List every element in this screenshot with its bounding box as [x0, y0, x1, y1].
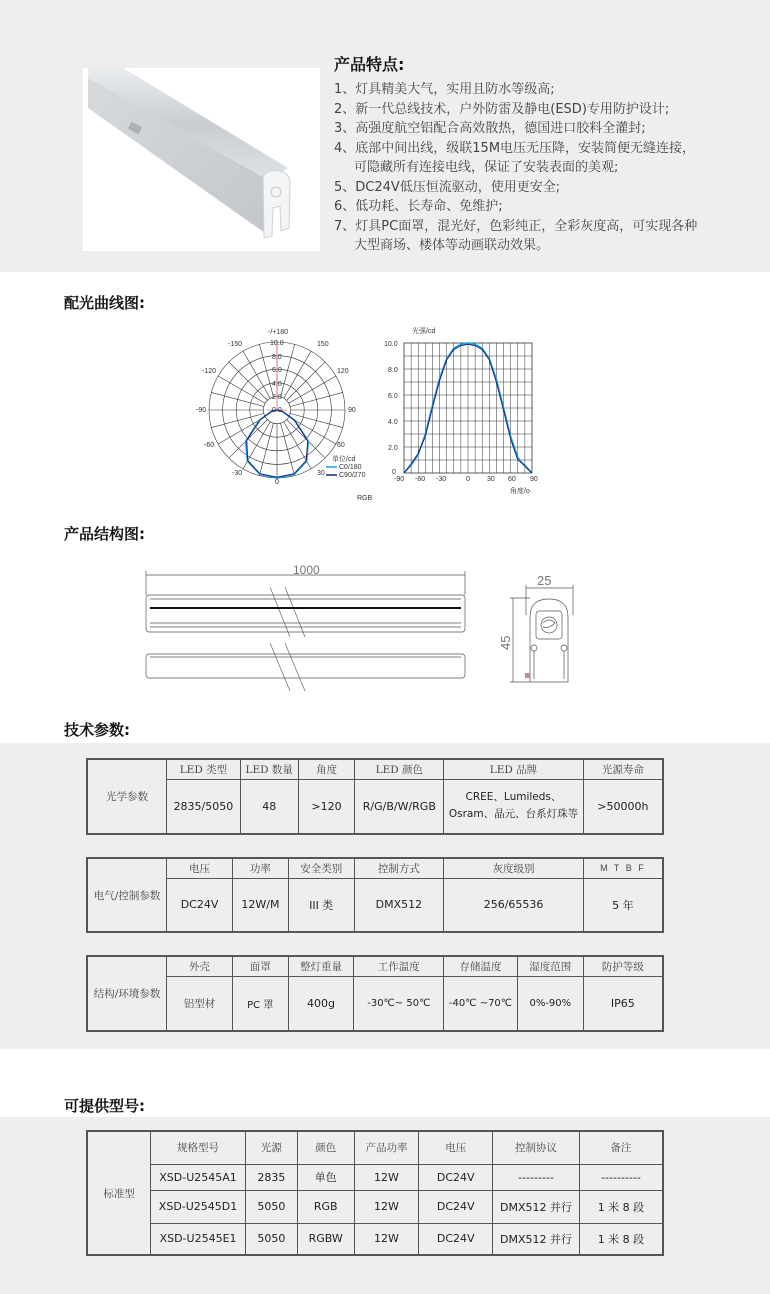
polar-chart — [180, 320, 380, 510]
svg-text:-60: -60 — [415, 476, 426, 483]
svg-text:2.0: 2.0 — [272, 394, 282, 401]
table-row: XSD-U2545D1 5050 RGB 12W DC24V DMX512 并行 1 米 8 段 — [87, 1190, 663, 1223]
feature-item: 大型商场、楼体等动画联动效果。 — [354, 238, 550, 253]
feature-item: 6、低功耗、长寿命、免维护; — [334, 199, 503, 214]
svg-text:8.0: 8.0 — [272, 354, 282, 361]
legend-c90: C90/270 — [339, 472, 366, 479]
svg-text:-60: -60 — [204, 442, 215, 449]
led-tube-image — [83, 68, 320, 251]
svg-text:6.0: 6.0 — [388, 393, 398, 400]
svg-text:-150: -150 — [228, 341, 243, 348]
optical-params-table: 光学参数 LED 类型 LED 数量 角度 LED 颜色 LED 品牌 光源寿命 2835/5050 48 >120 R/G/B/W/RGB CREE、Lumileds、Osram、晶元、台系灯珠等 >50000h — [86, 758, 664, 835]
svg-text:-/+180: -/+180 — [268, 329, 289, 336]
svg-text:8.0: 8.0 — [388, 367, 398, 374]
svg-text:2.0: 2.0 — [388, 445, 398, 452]
category-cell: 光学参数 — [87, 759, 166, 834]
svg-text:4.0: 4.0 — [388, 419, 398, 426]
rgb-label: RGB — [357, 495, 373, 502]
svg-text:角度/o: 角度/o — [510, 488, 530, 495]
features-title: 产品特点: — [334, 55, 405, 74]
svg-text:-30: -30 — [232, 470, 243, 477]
feature-item: 1、灯具精美大气，实用且防水等级高; — [334, 82, 555, 97]
legend-title: 单位/cd — [332, 456, 356, 463]
feature-item: 3、高强度航空铝配合高效散热，德国进口胶料全灌封; — [334, 121, 646, 136]
feature-item: 5、DC24V低压恒流驱动，使用更安全; — [334, 179, 561, 195]
svg-text:90: 90 — [348, 407, 356, 414]
svg-text:90: 90 — [530, 476, 538, 483]
electrical-params-table: 电气/控制参数 电压 功率 安全类别 控制方式 灰度级别 M T B F DC24V 12W/M III 类 DMX512 256/65536 5 年 — [86, 857, 664, 933]
specs-title: 技术参数: — [64, 721, 130, 739]
svg-text:-120: -120 — [202, 368, 217, 375]
svg-text:120: 120 — [337, 368, 349, 375]
feature-item: 4、底部中间出线，级联15M电压无压降，安装简便无缝连接， — [334, 140, 696, 156]
structure-title: 产品结构图: — [64, 525, 145, 543]
models-table: 标准型 规格型号 光源 颜色 产品功率 电压 控制协议 备注 XSD-U2545A1 2835 单色 12W DC24V --------- ---------- XSD-U2545D1 5050 RGB 12W DC24V DMX512 并行 1 米 8 段 XSD-U2545E1 5050 RGBW 12W DC24V DMX512 并行 1 米 8 段 — [86, 1130, 664, 1256]
category-cell: 标准型 — [87, 1131, 151, 1255]
features-list — [334, 80, 697, 256]
feature-item: 2、新一代总线技术，户外防雷及静电(ESD)专用防护设计; — [334, 101, 670, 117]
svg-text:30: 30 — [317, 470, 325, 477]
svg-text:30: 30 — [487, 476, 495, 483]
svg-text:25: 25 — [537, 573, 552, 588]
svg-text:10.0: 10.0 — [270, 340, 284, 347]
legend-c0: C0/180 — [339, 464, 362, 471]
structural-params-table: 结构/环境参数 外壳 面罩 整灯重量 工作温度 存储温度 湿度范围 防护等级 铝型材 PC 罩 400g -30℃~ 50℃ -40℃ ~70℃ 0%-90% IP65 — [86, 955, 664, 1032]
feature-item: 7、灯具PC面罩，混光好，色彩纯正，全彩灰度高，可实现各种 — [334, 218, 698, 234]
svg-text:0: 0 — [275, 479, 279, 486]
product-photo — [83, 68, 320, 251]
svg-text:60: 60 — [508, 476, 516, 483]
svg-text:60: 60 — [337, 442, 345, 449]
svg-text:1000: 1000 — [293, 563, 320, 577]
svg-text:10.0: 10.0 — [384, 341, 398, 348]
light-curve-title: 配光曲线图: — [64, 294, 145, 312]
line-chart — [380, 320, 550, 500]
svg-text:-90: -90 — [394, 476, 405, 483]
table-row: XSD-U2545E1 5050 RGBW 12W DC24V DMX512 并行 1 米 8 段 — [87, 1223, 663, 1255]
category-cell: 结构/环境参数 — [87, 956, 167, 1031]
table-row: XSD-U2545A1 2835 单色 12W DC24V --------- ---------- — [87, 1164, 663, 1190]
svg-text:0: 0 — [392, 469, 396, 476]
svg-text:6.0: 6.0 — [272, 367, 282, 374]
svg-text:-90: -90 — [196, 407, 207, 414]
svg-text:0.0: 0.0 — [272, 407, 282, 414]
category-cell: 电气/控制参数 — [87, 858, 167, 932]
svg-text:-30: -30 — [436, 476, 447, 483]
svg-text:4.0: 4.0 — [272, 381, 282, 388]
svg-text:150: 150 — [317, 341, 329, 348]
svg-text:0: 0 — [466, 476, 470, 483]
feature-item: 可隐藏所有连接电线，保证了安装表面的美观; — [354, 160, 619, 175]
svg-text:45: 45 — [498, 635, 513, 650]
models-title: 可提供型号: — [64, 1097, 145, 1115]
structure-drawing — [130, 555, 600, 695]
svg-text:光强/cd: 光强/cd — [412, 328, 436, 335]
